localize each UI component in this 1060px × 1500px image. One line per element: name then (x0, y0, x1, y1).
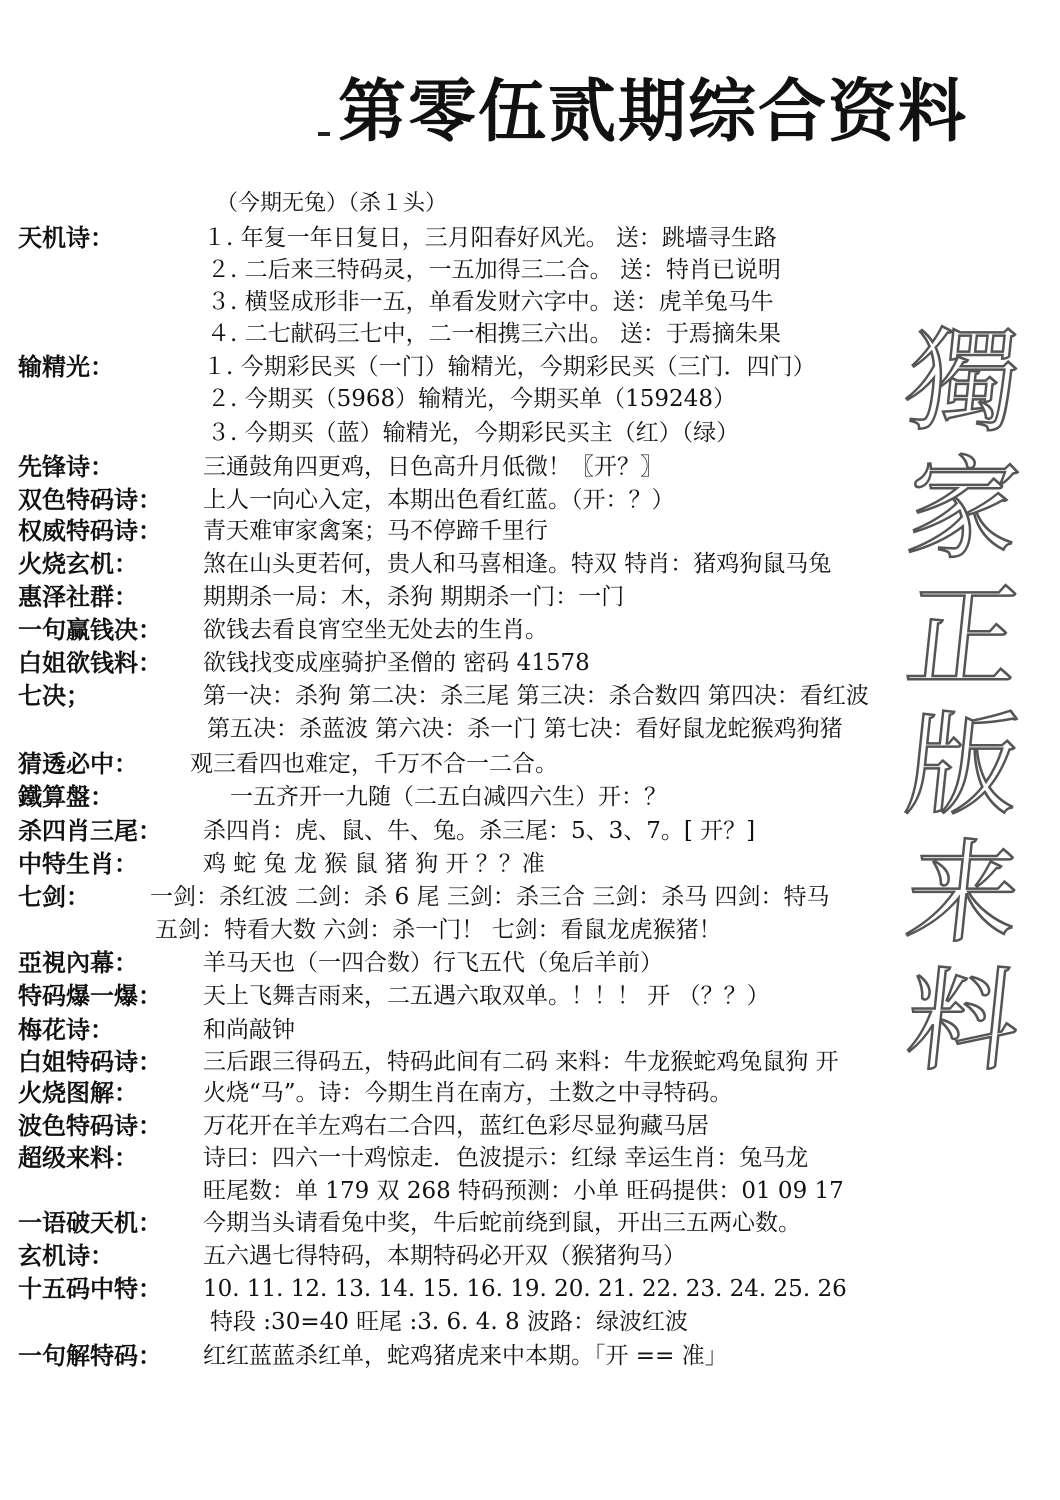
stamp-char: 家 (900, 445, 1026, 575)
row-text: 杀四肖：虎、鼠、牛、兔。杀三尾：5、3、7。[ 开？] (203, 818, 756, 844)
title-dash-mark (318, 132, 330, 136)
row-text: ２. 二后来三特码灵，一五加得三二合。 送：特肖已说明 (207, 257, 781, 283)
row-text: ２. 今期买（5968）输精光，今期买单（159248） (207, 386, 736, 412)
row-text: 上人一向心入定，本期出色看红蓝。（开：？） (203, 487, 675, 513)
row-text: 青天难审家禽案；马不停蹄千里行 (203, 518, 548, 544)
row-label: 杀四肖三尾： (18, 816, 162, 845)
row-label: 梅花诗： (18, 1015, 114, 1044)
row-text: 欲钱找变成座骑护圣僧的 密码 41578 (203, 650, 590, 676)
row-label: 一句赢钱决： (18, 615, 162, 644)
row-label: 波色特码诗： (18, 1111, 162, 1140)
stamp-char: 来 (900, 829, 1026, 959)
row-text: 第五决：杀蓝波 第六决：杀一门 第七决：看好鼠龙蛇猴鸡狗猪 (207, 716, 843, 742)
row-text: 一五齐开一九随（二五白减四六生）开：？ (230, 784, 667, 810)
row-label: 玄机诗： (18, 1241, 114, 1270)
row-label: 惠泽社群： (18, 582, 138, 611)
row-label: 特码爆一爆： (18, 981, 162, 1010)
row-label: 先锋诗： (18, 452, 114, 481)
row-label: 权威特码诗： (18, 516, 162, 545)
row-label: 鐵算盤： (18, 782, 114, 811)
row-label: 七剑： (18, 882, 90, 911)
row-label: 七决； (18, 681, 90, 710)
row-text: 特段 :30=40 旺尾 :3. 6. 4. 8 波路：绿波红波 (210, 1309, 688, 1335)
row-label: 火烧图解： (18, 1078, 138, 1107)
row-text: 鸡 蛇 兔 龙 猴 鼠 猪 狗 开 ？？准 (203, 851, 545, 877)
row-text: ３. 横竖成形非一五，单看发财六字中。送：虎羊兔马牛 (207, 289, 774, 315)
row-text: 红红蓝蓝杀红单，蛇鸡猪虎来中本期。「开 == 准」 (203, 1343, 728, 1369)
row-label: 亞視內幕： (18, 948, 138, 977)
row-label: 双色特码诗： (18, 485, 162, 514)
row-text: 旺尾数：单 179 双 268 特码预测：小单 旺码提供：01 09 17 (203, 1178, 844, 1204)
row-text: ４. 二七献码三七中，二一相携三六出。 送：于焉摘朱果 (207, 321, 781, 347)
stamp-char: 正 (900, 573, 1026, 703)
row-text: 欲钱去看良宵空坐无处去的生肖。 (203, 617, 548, 643)
row-text: １. 年复一年日复日，三月阳春好风光。 送：跳墙寻生路 (203, 225, 777, 251)
row-label: 一语破天机： (18, 1208, 162, 1237)
row-text: 10. 11. 12. 13. 14. 15. 16. 19. 20. 21. 22. 23. 24. 25. 26 (203, 1276, 847, 1302)
row-text: １. 今期彩民买（一门）输精光，今期彩民买（三门．四门） (203, 354, 816, 380)
row-text: 羊马天也（一四合数）行飞五代（兔后羊前） (203, 950, 663, 976)
row-text: 第一决：杀狗 第二决：杀三尾 第三决：杀合数四 第四决：看红波 (203, 683, 869, 709)
row-text: 万花开在羊左鸡右二合四，蓝红色彩尽显狗藏马居 (203, 1113, 709, 1139)
row-text: 煞在山头更若何，贵人和马喜相逢。特双 特肖：猪鸡狗鼠马兔 (203, 551, 832, 577)
page-subtitle: （今期无兔）（杀１头） (216, 191, 448, 216)
row-label: 输精光： (18, 352, 114, 381)
row-label: 白姐特码诗： (18, 1047, 162, 1076)
row-label: 一句解特码： (18, 1341, 162, 1370)
row-label: 猜透必中： (18, 749, 138, 778)
row-text: 期期杀一局：木，杀狗 期期杀一门：一门 (203, 584, 625, 610)
row-text: 今期当头请看兔中奖，牛后蛇前绕到鼠，开出三五两心数。 (203, 1210, 801, 1236)
row-label: 中特生肖： (18, 849, 138, 878)
row-text: 观三看四也难定，千万不合一二合。 (190, 751, 558, 777)
row-label: 十五码中特： (18, 1274, 162, 1303)
stamp-char: 版 (900, 701, 1026, 831)
row-label: 天机诗： (18, 223, 114, 252)
row-text: 三通鼓角四更鸡，日色高升月低微！〖开？〗 (203, 454, 663, 480)
row-label: 超级来料： (18, 1143, 138, 1172)
row-text: ３. 今期买（蓝）输精光，今期彩民买主（红）（绿） (207, 420, 740, 446)
page-title: 第零伍贰期综合资料 (338, 72, 969, 152)
row-text: 一剑：杀红波 二剑：杀 6 尾 三剑：杀三合 三剑：杀马 四剑：特马 (150, 884, 830, 910)
stamp-char: 獨 (900, 317, 1026, 447)
vertical-stamp (898, 318, 1028, 1088)
row-text: 天上飞舞吉雨来，二五遇六取双单。！！！ 开 （？？） (203, 983, 770, 1009)
row-label: 白姐欲钱料： (18, 648, 162, 677)
stamp-char: 料 (900, 957, 1026, 1087)
row-text: 火烧“马”。诗：今期生肖在南方，土数之中寻特码。 (203, 1080, 733, 1106)
row-text: 三后跟三得码五，特码此间有二码 来料：牛龙猴蛇鸡兔鼠狗 开 (203, 1049, 839, 1075)
row-text: 五剑：特看大数 六剑：杀一门！ 七剑：看鼠龙虎猴猪！ (155, 917, 722, 943)
row-label: 火烧玄机： (18, 549, 138, 578)
row-text: 五六遇七得特码，本期特码必开双（猴猪狗马） (203, 1243, 686, 1269)
row-text: 诗曰：四六一十鸡惊走．色波提示：红绿 幸运生肖：兔马龙 (203, 1145, 809, 1171)
row-text: 和尚敲钟 (203, 1017, 295, 1043)
